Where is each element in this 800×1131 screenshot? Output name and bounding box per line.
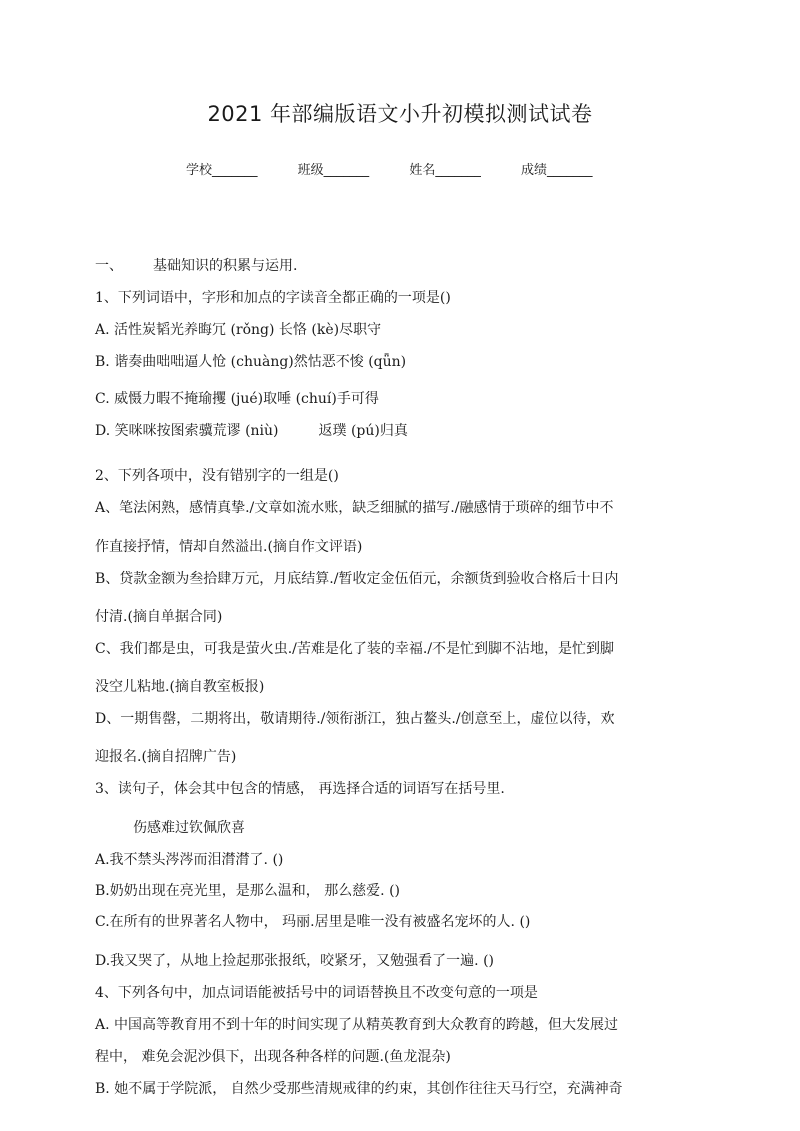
section-heading-text: 基础知识的积累与运用. [153, 258, 298, 274]
q4-option-a-line2: 程中， 难免会泥沙俱下，出现各种各样的问题.(鱼龙混杂) [95, 1049, 451, 1065]
q2-option-c-line2: 没空儿粘地.(摘自教室板报) [95, 679, 265, 695]
q2-option-b-line2: 付清.(摘自单据合同) [95, 609, 223, 625]
q1-option-b: B. 谐奏曲咄咄逼人怆 (chuàng)然怙恶不悛 (qǖn) [95, 354, 407, 370]
school-field: 学校_______ [186, 163, 258, 178]
q3-stem: 3、读句子，体会其中包含的情感， 再选择合适的词语写在括号里. [95, 781, 505, 797]
q3-sentence-a: A.我不禁头涔涔而泪潸潸了. () [95, 852, 284, 868]
class-field: 班级_______ [297, 163, 370, 178]
q3-sentence-c: C.在所有的世界著名人物中， 玛丽.居里是唯一没有被盛名宠坏的人. () [95, 914, 531, 930]
q2-stem: 2、下列各项中，没有错别字的一组是() [95, 468, 339, 484]
page-title: 2021 年部编版语文小升初模拟测试试卷 [207, 102, 593, 126]
q1-option-a: A. 活性炭韬光养晦冗 (rǒng) 长恪 (kè)尽职守 [95, 322, 382, 338]
q1-option-d-part1: D. 笑咪咪按图索骥荒谬 (niù) [95, 423, 279, 439]
section-heading [95, 257, 297, 275]
q1-option-c: C. 威慑力暇不掩瑜攫 (jué)取唾 (chuí)手可得 [95, 391, 379, 407]
q1-stem: 1、下列词语中，字形和加点的字读音全都正确的一项是() [95, 290, 451, 306]
q2-option-d-line2: 迎报名.(摘自招牌广告) [95, 749, 237, 765]
q4-option-b-line1: B. 她不属于学院派， 自然少受那些清规戒律的约束，其创作往往天马行空，充满神奇 [95, 1081, 623, 1097]
q4-option-a-line1: A. 中国高等教育用不到十年的时间实现了从精英教育到大众教育的跨越，但大发展过 [95, 1017, 619, 1033]
q1-option-d [95, 422, 408, 440]
q4-stem: 4、下列各句中，加点词语能被括号中的词语替换且不改变句意的一项是 [95, 985, 538, 1001]
section-number: 一、 [95, 258, 123, 274]
name-field: 姓名_______ [409, 163, 481, 178]
q2-option-b-line1: B、贷款金额为叁拾肆万元，月底结算./暂收定金伍佰元，余额货到验收合格后十日内 [95, 571, 619, 587]
q1-option-d-part2: 返璞 (pú)归真 [318, 423, 408, 439]
q2-option-a-line2: 作直接抒情，情却自然溢出.(摘自作文评语) [95, 539, 363, 555]
score-field: 成绩_______ [520, 163, 593, 178]
q2-option-a-line1: A、笔法闲熟，感情真挚./文章如流水账，缺乏细腻的描写./融感情于琐碎的细节中不 [95, 500, 614, 516]
q2-option-c-line1: C、我们都是虫，可我是萤火虫./苦难是化了装的幸福./不是忙到脚不沾地，是忙到脚 [95, 641, 615, 657]
q3-sentence-b: B.奶奶出现在亮光里，是那么温和， 那么慈爱. () [95, 883, 401, 899]
q3-sentence-d: D.我又哭了，从地上捡起那张报纸，咬紧牙，又勉强看了一遍. () [95, 953, 494, 969]
student-info-row [186, 159, 628, 178]
q2-option-d-line1: D、一期售罄，二期将出，敬请期待./领衔浙江，独占鳌头./创意至上，虚位以待，欢 [95, 711, 615, 727]
q3-word-bank: 伤感难过钦佩欣喜 [133, 820, 245, 836]
